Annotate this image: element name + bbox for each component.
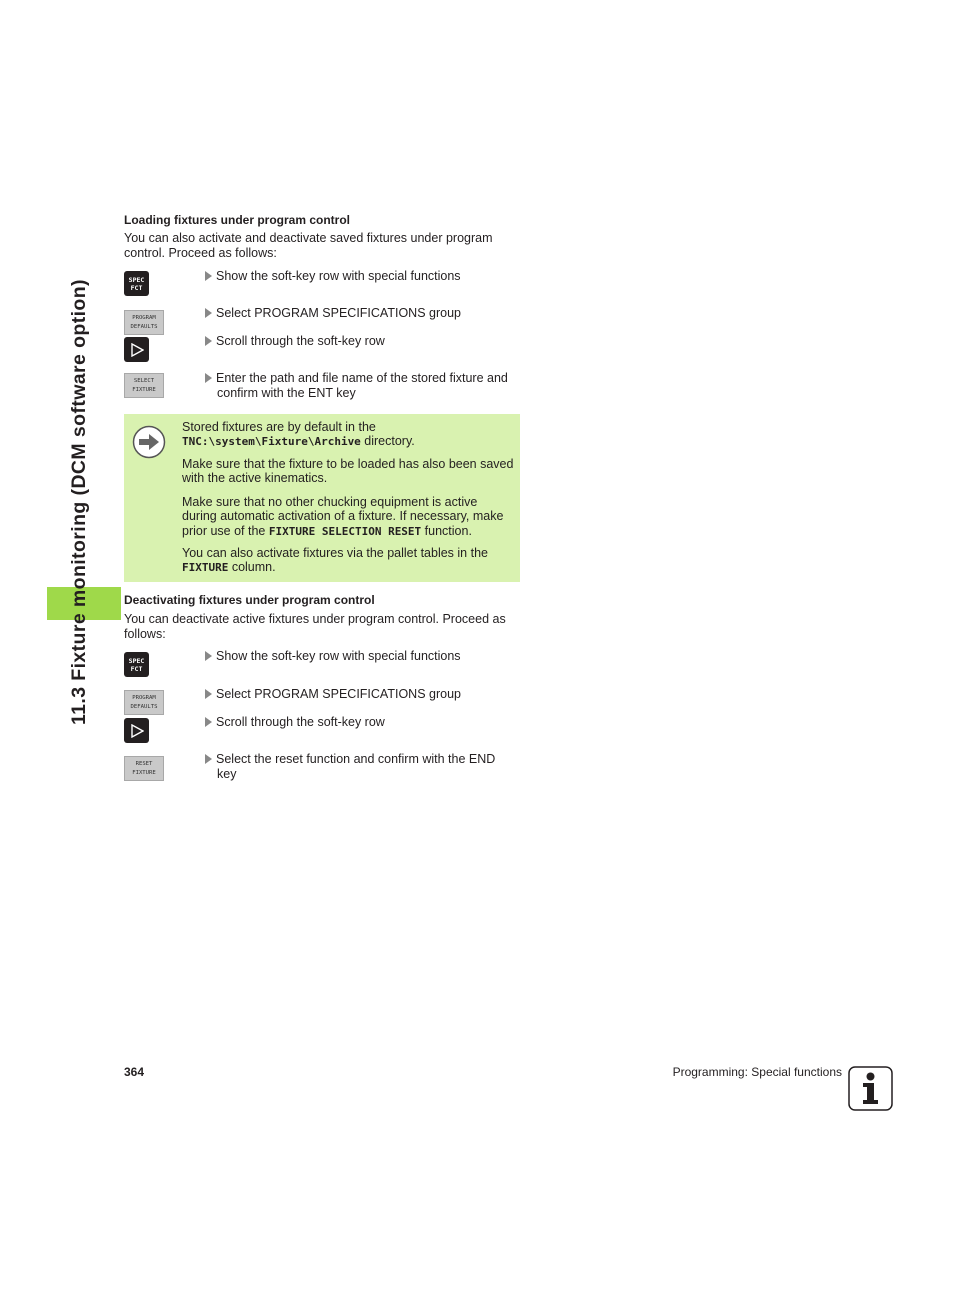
key-label: SPEC xyxy=(128,656,145,665)
step-label-continued: key xyxy=(217,766,237,781)
section-intro-deactivating: You can deactivate active fixtures under program control. Proceed as follows: xyxy=(124,612,506,641)
play-arrow-icon xyxy=(130,343,144,357)
section-heading-deactivating: Deactivating fixtures under program control xyxy=(124,593,375,607)
step-text xyxy=(205,687,525,702)
step-label: Scroll through the soft-key row xyxy=(216,334,385,348)
next-softkey-row-key[interactable] xyxy=(124,337,149,362)
key-label: FCT xyxy=(130,283,143,292)
bullet-triangle-icon xyxy=(205,651,212,661)
step-text xyxy=(205,649,525,664)
key-label: FIXTURE xyxy=(132,386,156,393)
note-text: Make sure that no other chucking equipment is active during automatic activation of a fixture. If necessary, make prior use of the xyxy=(182,495,504,538)
step-label: Select the reset function and confirm with the END xyxy=(216,752,496,766)
note-text: function. xyxy=(421,523,472,538)
arrow-right-icon xyxy=(132,425,166,459)
play-arrow-icon xyxy=(130,724,144,738)
step-label-continued: confirm with the ENT key xyxy=(217,385,356,400)
note-paragraph: Make sure that the fixture to be loaded has also been saved with the active kinematics. xyxy=(182,457,514,486)
step-label: Select PROGRAM SPECIFICATIONS group xyxy=(216,687,461,701)
note-text: Stored fixtures are by default in the xyxy=(182,420,376,434)
key-label: PROGRAM xyxy=(132,314,156,321)
key-label: DEFAULTS xyxy=(130,703,158,710)
code-path: TNC:\system\Fixture\Archive xyxy=(182,435,361,449)
step-text xyxy=(205,371,525,400)
step-text xyxy=(205,306,525,321)
note-paragraph xyxy=(182,495,514,539)
section-heading-loading: Loading fixtures under program control xyxy=(124,213,351,227)
page-number: 364 xyxy=(124,1065,145,1079)
bullet-triangle-icon xyxy=(205,308,212,318)
step-label: Enter the path and file name of the stored fixture and xyxy=(216,371,508,385)
reset-fixture-softkey[interactable] xyxy=(124,756,164,781)
step-text xyxy=(205,715,525,730)
step-text xyxy=(205,752,525,781)
key-label: PROGRAM xyxy=(132,694,156,701)
select-fixture-softkey[interactable] xyxy=(124,373,164,398)
bullet-triangle-icon xyxy=(205,717,212,727)
bullet-triangle-icon xyxy=(205,373,212,383)
bullet-triangle-icon xyxy=(205,754,212,764)
key-label: SPEC xyxy=(128,275,145,284)
key-label: FCT xyxy=(130,664,143,673)
program-defaults-softkey[interactable] xyxy=(124,690,164,715)
key-label: DEFAULTS xyxy=(130,323,158,330)
step-label: Select PROGRAM SPECIFICATIONS group xyxy=(216,306,461,320)
note-text: directory. xyxy=(360,434,415,449)
note-paragraph xyxy=(182,546,514,576)
spec-fct-key[interactable] xyxy=(124,652,149,677)
info-icon xyxy=(848,1066,893,1111)
note-text: You can also activate fixtures via the pallet tables in the xyxy=(182,546,488,560)
next-softkey-row-key[interactable] xyxy=(124,718,149,743)
key-label: SELECT xyxy=(133,377,155,384)
key-label: RESET xyxy=(135,760,153,767)
program-defaults-softkey[interactable] xyxy=(124,310,164,335)
step-text xyxy=(205,334,525,349)
chapter-footer-title: Programming: Special functions xyxy=(672,1065,842,1079)
step-text xyxy=(205,269,525,284)
step-label: Show the soft-key row with special functions xyxy=(216,649,461,663)
note-paragraph xyxy=(182,420,514,450)
bullet-triangle-icon xyxy=(205,271,212,281)
key-label: FIXTURE xyxy=(132,769,156,776)
spec-fct-key[interactable] xyxy=(124,271,149,296)
code-column: FIXTURE xyxy=(182,561,229,575)
chapter-section-title: 11.3 Fixture monitoring (DCM software option) xyxy=(68,279,90,725)
bullet-triangle-icon xyxy=(205,689,212,699)
section-intro-loading: You can also activate and deactivate saved fixtures under program control. Proceed as follows: xyxy=(124,231,493,260)
step-label: Show the soft-key row with special functions xyxy=(216,269,461,283)
code-function: FIXTURE SELECTION RESET xyxy=(268,524,422,538)
note-text: column. xyxy=(228,560,276,575)
bullet-triangle-icon xyxy=(205,336,212,346)
step-label: Scroll through the soft-key row xyxy=(216,715,385,729)
